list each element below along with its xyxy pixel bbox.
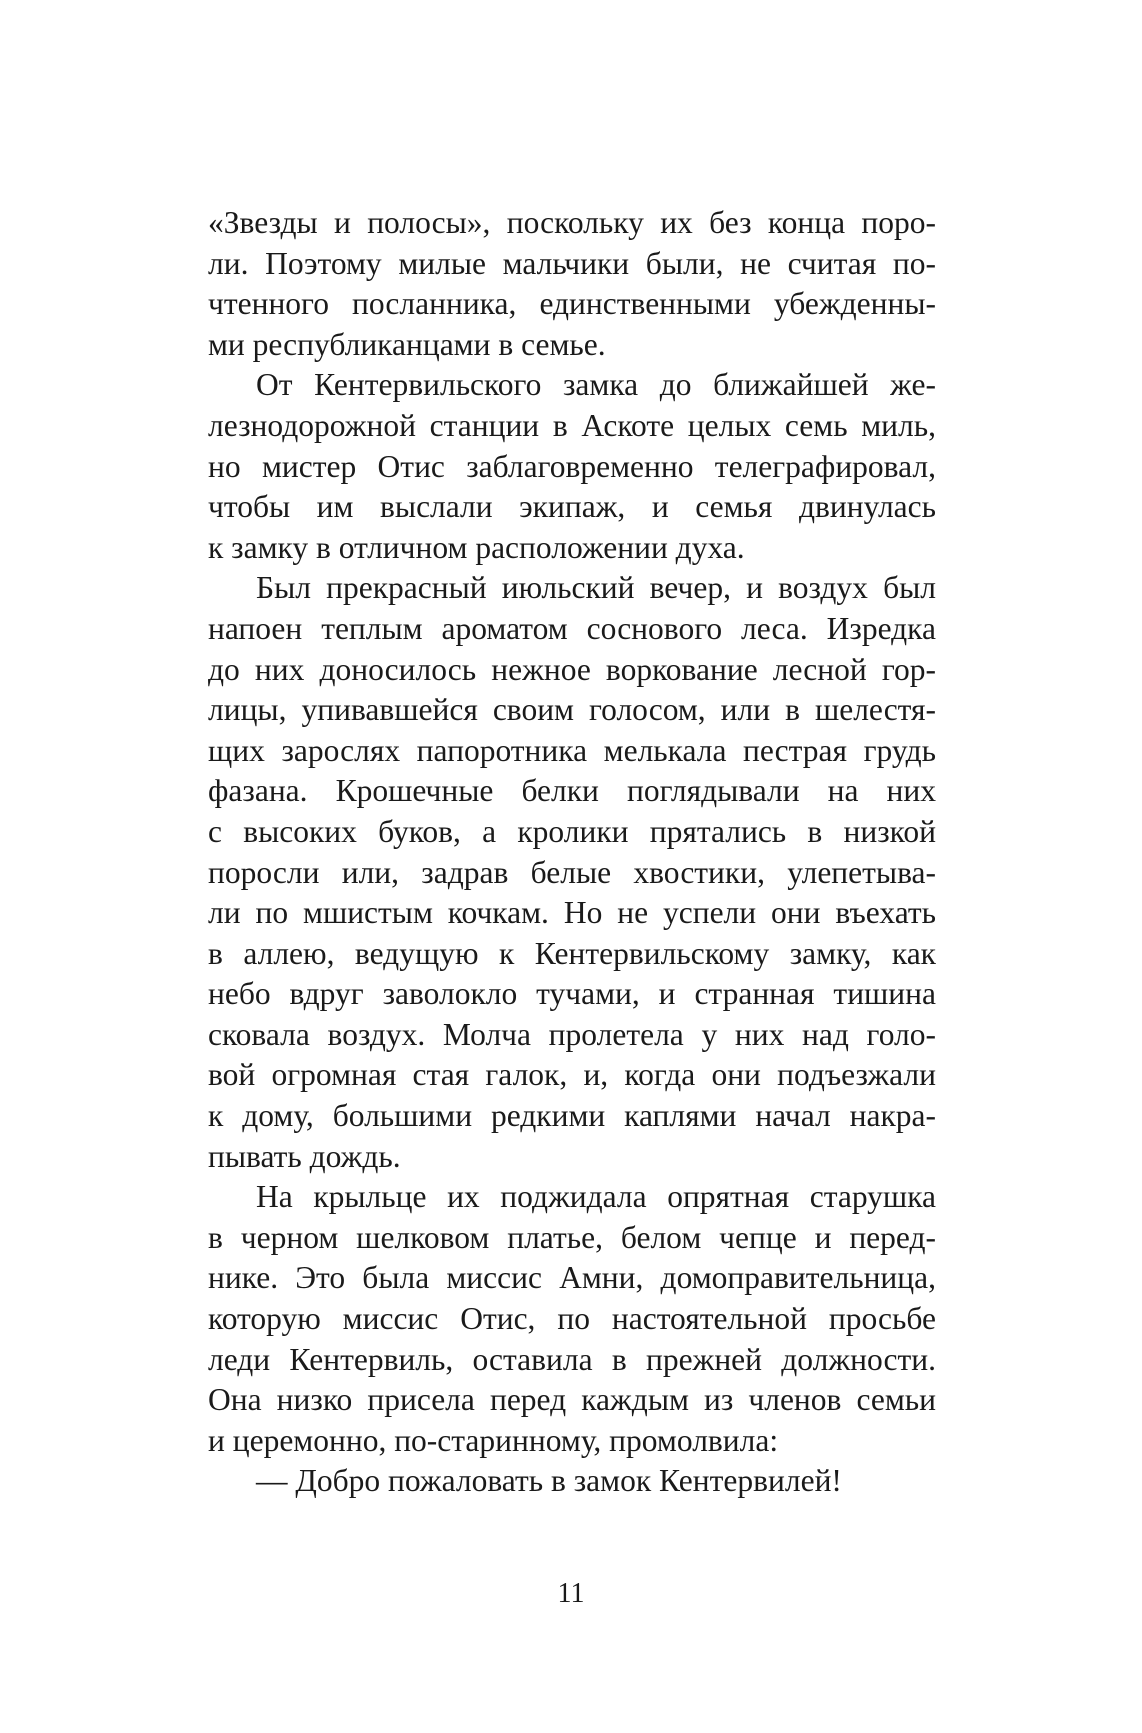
- text-line: к дому, большими редкими каплями начал накра-: [208, 1098, 936, 1134]
- text-line: в аллею, ведущую к Кентервильскому замку, как: [208, 935, 936, 971]
- text-line: напоен теплым ароматом соснового леса. Изредка: [208, 610, 936, 646]
- dialogue-line: — Добро пожаловать в замок Кентервилей!: [256, 1463, 842, 1499]
- text-line: На крыльце их поджидала опрятная старушка: [256, 1179, 936, 1215]
- page-number: 11: [557, 1578, 585, 1609]
- text-line: лезнодорожной станции в Аскоте целых семь миль,: [208, 407, 936, 443]
- text-line: чтенного посланника, единственными убежденны-: [208, 286, 936, 322]
- text-line: «Звезды и полосы», поскольку их без конца поро-: [208, 205, 936, 240]
- text-line: поросли или, задрав белые хвостики, улепетыва-: [208, 854, 936, 890]
- text-line: чтобы им выслали экипаж, и семья двинулась: [208, 489, 936, 525]
- text-line: но мистер Отис заблаговременно телеграфировал,: [208, 448, 936, 484]
- text-line: Был прекрасный июльский вечер, и воздух был: [256, 570, 936, 606]
- text-line: в черном шелковом платье, белом чепце и перед-: [208, 1219, 936, 1255]
- text-line: к замку в отличном расположении духа.: [208, 529, 745, 565]
- text-line: фазана. Крошечные белки поглядывали на них: [208, 773, 936, 809]
- text-line: нике. Это была миссис Амни, домоправительница,: [208, 1260, 936, 1296]
- text-line: От Кентервильского замка до ближайшей же-: [256, 367, 936, 403]
- text-line: щих зарослях папоротника мелькала пестрая грудь: [208, 732, 936, 768]
- text-line: до них доносилось нежное воркование лесной гор-: [208, 651, 936, 687]
- text-line: с высоких буков, а кролики прятались в низкой: [208, 813, 936, 849]
- text-line: сковала воздух. Молча пролетела у них над голо-: [208, 1016, 936, 1052]
- text-line: которую миссис Отис, по настоятельной просьбе: [208, 1301, 936, 1337]
- body-text: [208, 203, 936, 1502]
- text-line: ли. Поэтому милые мальчики были, не считая по-: [208, 245, 936, 281]
- text-line: Она низко присела перед каждым из членов семьи: [208, 1382, 936, 1418]
- text-line: пывать дождь.: [208, 1138, 401, 1174]
- text-line: леди Кентервиль, оставила в прежней должности.: [208, 1341, 936, 1377]
- text-line: вой огромная стая галок, и, когда они подъезжали: [208, 1057, 936, 1093]
- text-line: и церемонно, по-старинному, промолвила:: [208, 1422, 779, 1458]
- text-line: ли по мшистым кочкам. Но не успели они въехать: [208, 895, 936, 931]
- text-line: ми республиканцами в семье.: [208, 326, 606, 362]
- text-line: небо вдруг заволокло тучами, и странная тишина: [208, 976, 936, 1012]
- text-line: лицы, упивавшейся своим голосом, или в шелестя-: [208, 692, 936, 728]
